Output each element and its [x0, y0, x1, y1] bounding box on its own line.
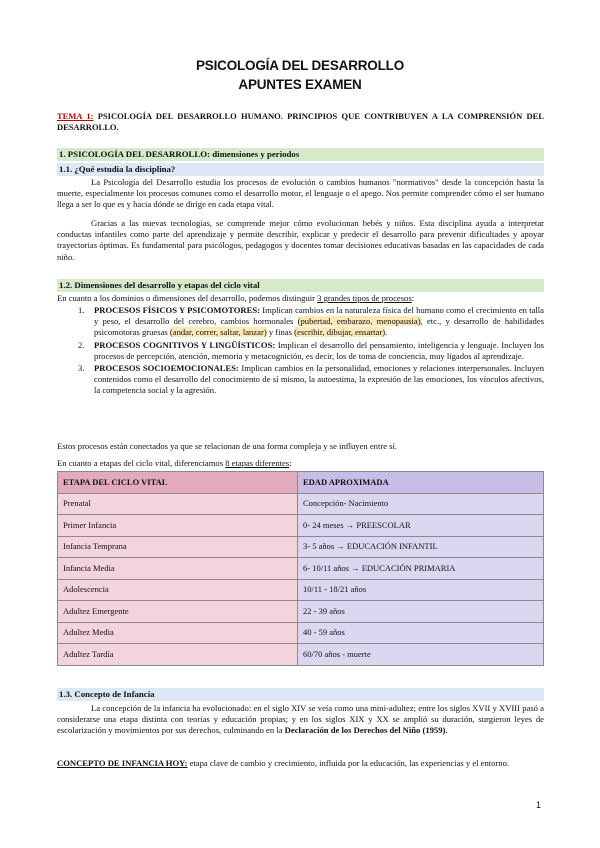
age-cell: Concepción- Nacimiento: [298, 493, 544, 515]
paragraph-discipline-utility: Gracias a las nuevas tecnologías, se comprende mejor cómo evolucionan bebés y niños. Esta disciplina ayuda a interpretar conductas infantiles como parte del aprendizaje y permite describir, explicar y predecir el desarrollo para prevenir dificultades y apoyar trayectorias óptimas. Es fundamental para psicólogos, pedagogos y docentes tomar decisiones educativas basadas en las capacidades de cada niño.: [57, 218, 544, 262]
age-cell: 0- 24 meses → PREESCOLAR: [298, 515, 544, 537]
list-item-text: Implican el desarrollo del pensamiento, inteligencia y lenguaje. Incluyen los procesos de percepción, atención, memoria y metacognición, es decir, los de toma de conciencia, muy ligados al aprendizaje.: [94, 339, 544, 361]
list-item-title: PROCESOS FÍSICOS Y PSICOMOTORES:: [94, 305, 261, 315]
age-cell: 10/11 - 18/21 años: [298, 579, 544, 601]
list-item-number: 3.: [78, 363, 85, 374]
table-row: [58, 515, 544, 537]
stage-cell: Primer Infancia: [58, 515, 298, 537]
list-item: [78, 340, 544, 362]
table-row: [58, 558, 544, 580]
topic-heading: [57, 111, 544, 133]
stages-intro: [57, 458, 544, 469]
stage-cell: Prenatal: [58, 493, 298, 515]
table-header-age: EDAD APROXIMADA: [298, 472, 544, 494]
document-title: PSICOLOGÍA DEL DESARROLLO: [195, 58, 404, 73]
age-cell: 3- 5 años → EDUCACIÓN INFANTIL: [298, 536, 544, 558]
table-row: [58, 579, 544, 601]
table-header-stage: ETAPA DEL CICLO VITAL: [58, 472, 298, 494]
stage-cell: Adolescencia: [58, 579, 298, 601]
table-row: [58, 644, 544, 666]
highlighted-examples: (andar, correr, saltar, lanzar): [169, 327, 267, 338]
subsection-heading-1-2: 1.2. Dimensiones del desarrollo y etapas del ciclo vital: [57, 279, 544, 292]
paragraph-infancy-today: [57, 758, 544, 769]
list-item-title: PROCESOS COGNITIVOS Y LINGÜÍSTICOS:: [94, 339, 276, 350]
document-subtitle: APUNTES EXAMEN: [238, 77, 362, 92]
section-heading-1: 1. PSICOLOGÍA DEL DESARROLLO: dimensiones y periodos: [57, 148, 544, 161]
table-header-row: [58, 472, 544, 494]
stage-cell: Adultez Emergente: [58, 601, 298, 623]
processes-intro-colon: :: [411, 293, 415, 303]
stage-cell: Infancia Media: [58, 558, 298, 580]
subsection-heading-1-3: 1.3. Concepto de Infancia: [57, 688, 544, 701]
stage-cell: Adultez Tardía: [58, 644, 298, 666]
stages-intro-text: En cuanto a etapas del ciclo vital, diferenciamos: [57, 458, 226, 468]
stages-count: 8 etapas diferentes: [225, 458, 290, 468]
life-stages-table: [57, 471, 544, 666]
concept-label: CONCEPTO DE INFANCIA HOY:: [57, 758, 188, 768]
stage-cell: Adultez Media: [58, 622, 298, 644]
age-cell: 22 - 39 años: [298, 601, 544, 623]
list-item-text: Implican cambios en la naturaleza física del humano como el crecimiento en talla y peso, el desarrollo del cerebro, cambios hormonales: [94, 305, 544, 327]
processes-intro-text: En cuanto a los dominios o dimensiones del desarrollo, podemos distinguir: [57, 293, 318, 303]
list-item-text: y finas: [266, 327, 295, 338]
list-item-title: PROCESOS SOCIOEMOCIONALES:: [94, 363, 239, 374]
list-item-number: 2.: [78, 339, 85, 350]
infancy-history-text: La concepción de la infancia ha evolucionado: en el siglo XIV se veía como una mini-adultez; entre los siglos XVII y XVIII pasó a considerarse una etapa distinta con teorías y educación propias; y en los siglos XIX y XX se amplió su duración, surgieron leyes de escolarización y movimientos por sus derechos, culminando en la: [57, 703, 544, 736]
rights-declaration: Declaración de los Derechos del Niño (1959).: [284, 725, 448, 736]
list-item: [78, 305, 544, 339]
processes-list: [78, 305, 544, 398]
age-cell: 40 - 59 años: [298, 622, 544, 644]
topic-label: TEMA 1:: [57, 111, 94, 121]
processes-closing: Estos procesos están conectados ya que se relacionan de una forma compleja y se influyen entre sí.: [57, 441, 398, 451]
stages-intro-colon: :: [289, 458, 292, 468]
list-item-text: .: [385, 327, 388, 338]
processes-intro: [57, 293, 544, 304]
table-row: [58, 622, 544, 644]
list-item-text: , etc., y desarrollo de habilidades psicomotoras gruesas: [94, 316, 545, 338]
topic-text: PSICOLOGÍA DEL DESARROLLO HUMANO. PRINCIPIOS QUE CONTRIBUYEN A LA COMPRENSIÓN DEL DESARROLLO.: [57, 111, 544, 133]
list-item: [78, 363, 544, 397]
age-cell: 60/70 años - muerte: [298, 644, 544, 666]
table-row: [58, 493, 544, 515]
processes-count: 3 grandes tipos de procesos: [317, 293, 412, 303]
concept-text: etapa clave de cambio y crecimiento, influida por la educación, las experiencias y el entorno.: [187, 758, 510, 768]
list-item-number: 1.: [78, 305, 85, 315]
age-cell: 6- 10/11 años → EDUCACIÓN PRIMARIA: [298, 558, 544, 580]
subsection-heading-1-1: 1.1. ¿Qué estudia la disciplina?: [57, 163, 544, 176]
table-row: [58, 536, 544, 558]
table-row: [58, 601, 544, 623]
highlighted-examples: (pubertad, embarazo, menopausia): [297, 316, 421, 327]
paragraph-infancy-history: [57, 703, 544, 737]
highlighted-examples: (escribir, dibujar, ensartar): [294, 327, 386, 338]
stage-cell: Infancia Temprana: [58, 536, 298, 558]
page-number: 1: [536, 800, 542, 810]
paragraph-discipline-definition: La Psicología del Desarrollo estudia los procesos de evolución o cambios humanos "normativos" desde la concepción hasta la muerte, especialmente los procesos comunes como el desarrollo motor, el lenguaje o el apego. Nos permite comprender cómo el ser humano llega a ser lo que es y hacia dónde se dirige en cada etapa vital.: [57, 177, 544, 210]
list-item-text: Implican cambios en la personalidad, emociones y relaciones interpersonales. Incluyen contenidos como el desarrollo del conocimiento de sí mismo, la autoestima, la expresión de las emociones, los vínculos afectivos, la competencia social y la agresión.: [94, 363, 545, 396]
